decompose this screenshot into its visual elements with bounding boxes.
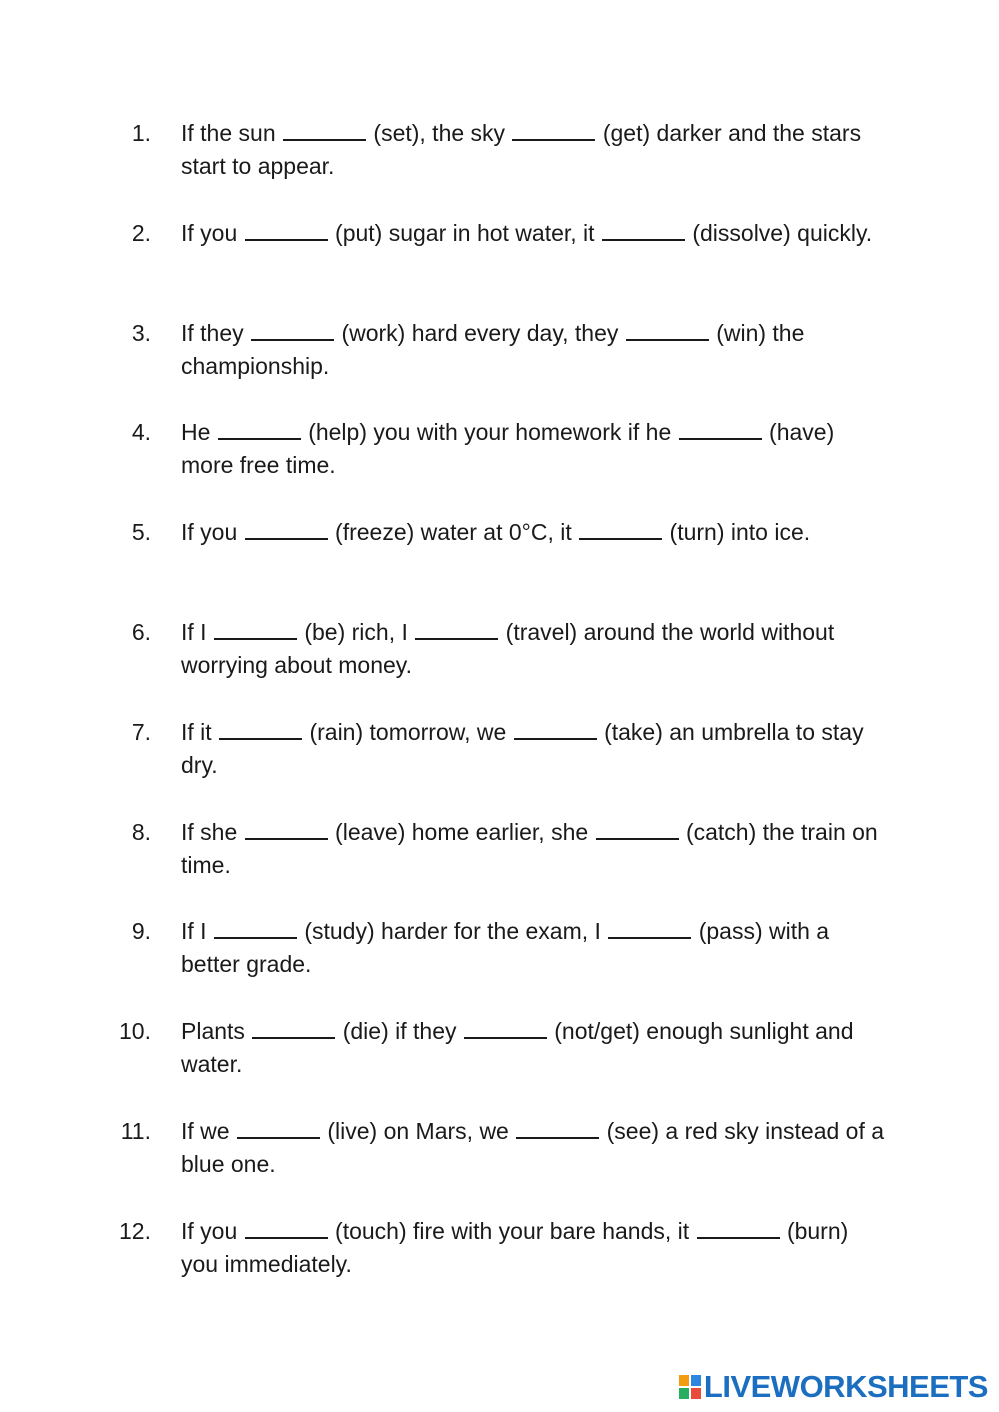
item-text: If you (put) sugar in hot water, it (dissolve) quickly. (181, 219, 873, 246)
item-text: If you (touch) fire with your bare hands, it (burn) you immediately. (181, 1217, 849, 1277)
item-text: If it (rain) tomorrow, we (take) an umbrella to stay dry. (181, 718, 864, 778)
item-text: If I (study) harder for the exam, I (pass) with a better grade. (181, 918, 830, 978)
item-text: If you (freeze) water at 0°C, it (turn) into ice. (181, 519, 811, 546)
item-number: 7. (131, 718, 151, 745)
list-item (0, 1115, 999, 1215)
answer-blank[interactable] (245, 818, 328, 840)
answer-blank[interactable] (679, 418, 762, 440)
list-item (0, 416, 999, 516)
list-item (0, 915, 999, 1015)
answer-blank[interactable] (251, 319, 334, 341)
item-text: If they (work) hard every day, they (win) the championship. (181, 319, 805, 379)
item-text: If I (be) rich, I (travel) around the world without worrying about money. (181, 618, 835, 678)
item-number: 5. (131, 519, 151, 546)
list-item (0, 1215, 999, 1315)
answer-blank[interactable] (214, 917, 297, 939)
exercise-list (0, 117, 999, 1315)
list-item (0, 816, 999, 916)
item-number: 9. (131, 918, 151, 945)
answer-blank[interactable] (514, 718, 597, 740)
list-item (0, 516, 999, 616)
item-number: 11. (120, 1117, 151, 1144)
answer-blank[interactable] (218, 418, 301, 440)
answer-blank[interactable] (214, 618, 297, 640)
answer-blank[interactable] (219, 718, 302, 740)
logo-grid-icon (679, 1375, 701, 1399)
answer-blank[interactable] (516, 1117, 599, 1139)
answer-blank[interactable] (252, 1017, 335, 1039)
item-number: 8. (131, 818, 151, 845)
answer-blank[interactable] (512, 119, 595, 141)
answer-blank[interactable] (245, 518, 328, 540)
item-text: He (help) you with your homework if he (have) more free time. (181, 419, 835, 479)
item-number: 12. (119, 1217, 151, 1244)
item-number: 4. (131, 419, 151, 446)
item-number: 3. (131, 319, 151, 346)
list-item (0, 317, 999, 417)
answer-blank[interactable] (608, 917, 691, 939)
answer-blank[interactable] (602, 219, 685, 241)
item-text: If the sun (set), the sky (get) darker and the stars start to appear. (181, 120, 862, 179)
answer-blank[interactable] (283, 119, 366, 141)
answer-blank[interactable] (626, 319, 709, 341)
list-item (0, 217, 999, 317)
brand-name: LIVEWORKSHEETS (703, 1369, 988, 1404)
item-number: 10. (119, 1018, 151, 1045)
item-number: 2. (131, 219, 151, 246)
answer-blank[interactable] (464, 1017, 547, 1039)
answer-blank[interactable] (596, 818, 679, 840)
answer-blank[interactable] (245, 1217, 328, 1239)
answer-blank[interactable] (579, 518, 662, 540)
list-item (0, 117, 999, 217)
list-item (0, 616, 999, 716)
item-number: 6. (131, 618, 151, 645)
liveworksheets-logo (679, 1369, 988, 1405)
answer-blank[interactable] (245, 219, 328, 241)
answer-blank[interactable] (415, 618, 498, 640)
item-text: If we (live) on Mars, we (see) a red sky instead of a blue one. (181, 1117, 885, 1177)
list-item (0, 716, 999, 816)
item-number: 1. (131, 120, 151, 146)
list-item (0, 1015, 999, 1115)
item-text: If she (leave) home earlier, she (catch) the train on time. (181, 818, 878, 878)
answer-blank[interactable] (237, 1117, 320, 1139)
item-text: Plants (die) if they (not/get) enough sunlight and water. (181, 1018, 854, 1078)
answer-blank[interactable] (697, 1217, 780, 1239)
